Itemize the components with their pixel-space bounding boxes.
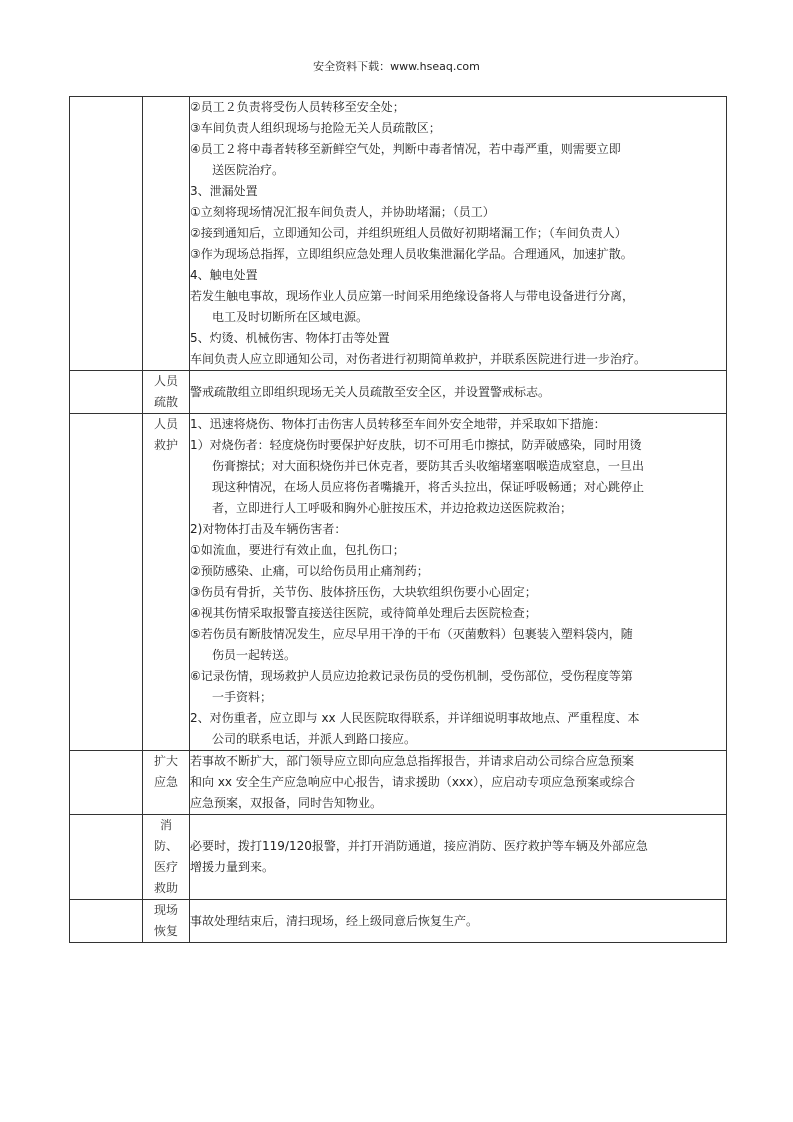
table-row — [70, 371, 727, 414]
row-label-cell — [143, 97, 190, 371]
content-line: 若发生触电事故，现场作业人员应第一时间采用绝缘设备将人与带电设备进行分离， — [190, 289, 635, 303]
row-label-cell — [143, 371, 190, 414]
table-row — [70, 815, 727, 900]
content-line: 2、对伤重者，应立即与 xx 人民医院取得联系，并详细说明事故地点、严重程度、本 — [190, 711, 640, 725]
content-line: 伤膏擦拭；对大面积烧伤并已休克者，要防其舌头收缩堵塞咽喉造成窒息，一旦出 — [212, 459, 645, 473]
row-label-part: 疏散 — [153, 395, 178, 409]
content-line: ③作为现场总指挥，立即组织应急处理人员收集泄漏化学品。合理通风，加速扩散。 — [190, 247, 633, 261]
row-label-part: 人员 — [153, 374, 178, 388]
row-content-cell — [190, 414, 727, 751]
content-line: ②接到通知后，立即通知公司，并组织班组人员做好初期堵漏工作；（车间负责人） — [190, 226, 627, 240]
content-line: ④员工２将中毒者转移至新鲜空气处，判断中毒者情况，若中毒严重，则需要立即 — [190, 142, 621, 156]
row-content-cell — [190, 371, 727, 414]
emergency-procedure-table — [69, 96, 727, 943]
category-cell — [70, 900, 143, 943]
content-line: 增援力量到来。 — [190, 860, 275, 874]
content-line: ③车间负责人组织现场与抢险无关人员疏散区； — [190, 121, 441, 135]
content-line: 若事故不断扩大，部门领导应立即向应急总指挥报告，并请求启动公司综合应急预案 — [190, 754, 635, 768]
category-cell — [70, 414, 143, 751]
content-line: 送医院治疗。 — [212, 163, 285, 177]
row-label-part: 应急 — [153, 775, 178, 789]
content-line: ①如流血，要进行有效止血，包扎伤口； — [190, 543, 405, 557]
row-content-cell — [190, 815, 727, 900]
content-line: ①立刻将现场情况汇报车间负责人，并协助堵漏；（员工） — [190, 205, 495, 219]
content-line: 一手资料； — [212, 690, 273, 704]
content-line: 必要时，拨打119/120报警，并打开消防通道，接应消防、医疗救护等车辆及外部应急 — [190, 839, 648, 853]
content-line: 现这种情况，在场人员应将伤者嘴撬开，将舌头拉出，保证呼吸畅通；对心跳停止 — [212, 480, 645, 494]
content-line: ②预防感染、止痛，可以给伤员用止痛剂药； — [190, 564, 429, 578]
content-line: 和向 xx 安全生产应急响应中心报告，请求援助（xxx），应启动专项应急预案或综合 — [190, 775, 636, 789]
row-label-part: 消 — [159, 818, 172, 832]
row-label-cell — [143, 815, 190, 900]
category-cell — [70, 815, 143, 900]
row-label-cell — [143, 900, 190, 943]
row-label-part: 防、 — [153, 839, 178, 853]
content-line: 1、迅速将烧伤、物体打击伤害人员转移至车间外安全地带，并采取如下措施： — [190, 417, 606, 431]
row-label-part: 救助 — [153, 881, 178, 895]
category-cell — [70, 97, 143, 371]
row-content-cell — [190, 97, 727, 371]
content-line: 伤员一起转送。 — [212, 648, 297, 662]
content-line: 电工及时切断所在区域电源。 — [212, 310, 369, 324]
content-line: 2)对物体打击及车辆伤害者： — [190, 522, 347, 536]
row-label-cell — [143, 414, 190, 751]
table-row — [70, 97, 727, 371]
content-line: 应急预案，双报备，同时告知物业。 — [190, 796, 383, 810]
content-line: ⑥记录伤情，现场救护人员应边抢救记录伤员的受伤机制，受伤部位，受伤程度等第 — [190, 669, 633, 683]
table-row — [70, 414, 727, 751]
content-line: 车间负责人应立即通知公司，对伤者进行初期简单救护，并联系医院进行进一步治疗。 — [190, 352, 647, 366]
row-label-part: 扩大 — [153, 754, 178, 768]
category-cell — [70, 751, 143, 815]
content-line: ⑤若伤员有断肢情况发生，应尽早用干净的干布（灭菌敷料）包裹装入塑料袋内，随 — [190, 627, 633, 641]
row-content-cell — [190, 751, 727, 815]
row-label-cell — [143, 751, 190, 815]
content-line: 公司的联系电话，并派人到路口接应。 — [212, 732, 417, 746]
content-line: 1）对烧伤者：轻度烧伤时要保护好皮肤，切不可用毛巾擦拭，防弄破感染，同时用烫 — [190, 438, 642, 452]
row-label-part: 恢复 — [153, 924, 178, 938]
row-label-part: 现场 — [153, 903, 178, 917]
table-row — [70, 751, 727, 815]
content-line: ②员工２负责将受伤人员转移至安全处； — [190, 100, 405, 114]
row-label-part: 医疗 — [153, 860, 178, 874]
row-label-part: 救护 — [153, 438, 178, 452]
content-line: ④视其伤情采取报警直接送往医院，或待简单处理后去医院检查； — [190, 606, 537, 620]
content-line: 5、灼烫、机械伤害、物体打击等处置 — [190, 331, 390, 345]
content-line: 警戒疏散组立即组织现场无关人员疏散至安全区，并设置警戒标志。 — [190, 384, 551, 399]
content-line: 者，立即进行人工呼吸和胸外心脏按压术，并边抢救边送医院救治； — [212, 501, 573, 515]
content-line: 4、触电处置 — [190, 268, 258, 282]
page-header: 安全资料下载：www.hseaq.com — [313, 60, 480, 73]
row-content-cell — [190, 900, 727, 943]
content-line: 3、泄漏处置 — [190, 184, 258, 198]
content-line: 事故处理结束后，清扫现场，经上级同意后恢复生产。 — [190, 913, 479, 928]
content-line: ③伤员有骨折，关节伤、肢体挤压伤，大块软组织伤要小心固定； — [190, 585, 537, 599]
row-label-part: 人员 — [153, 417, 178, 431]
category-cell — [70, 371, 143, 414]
table-row — [70, 900, 727, 943]
